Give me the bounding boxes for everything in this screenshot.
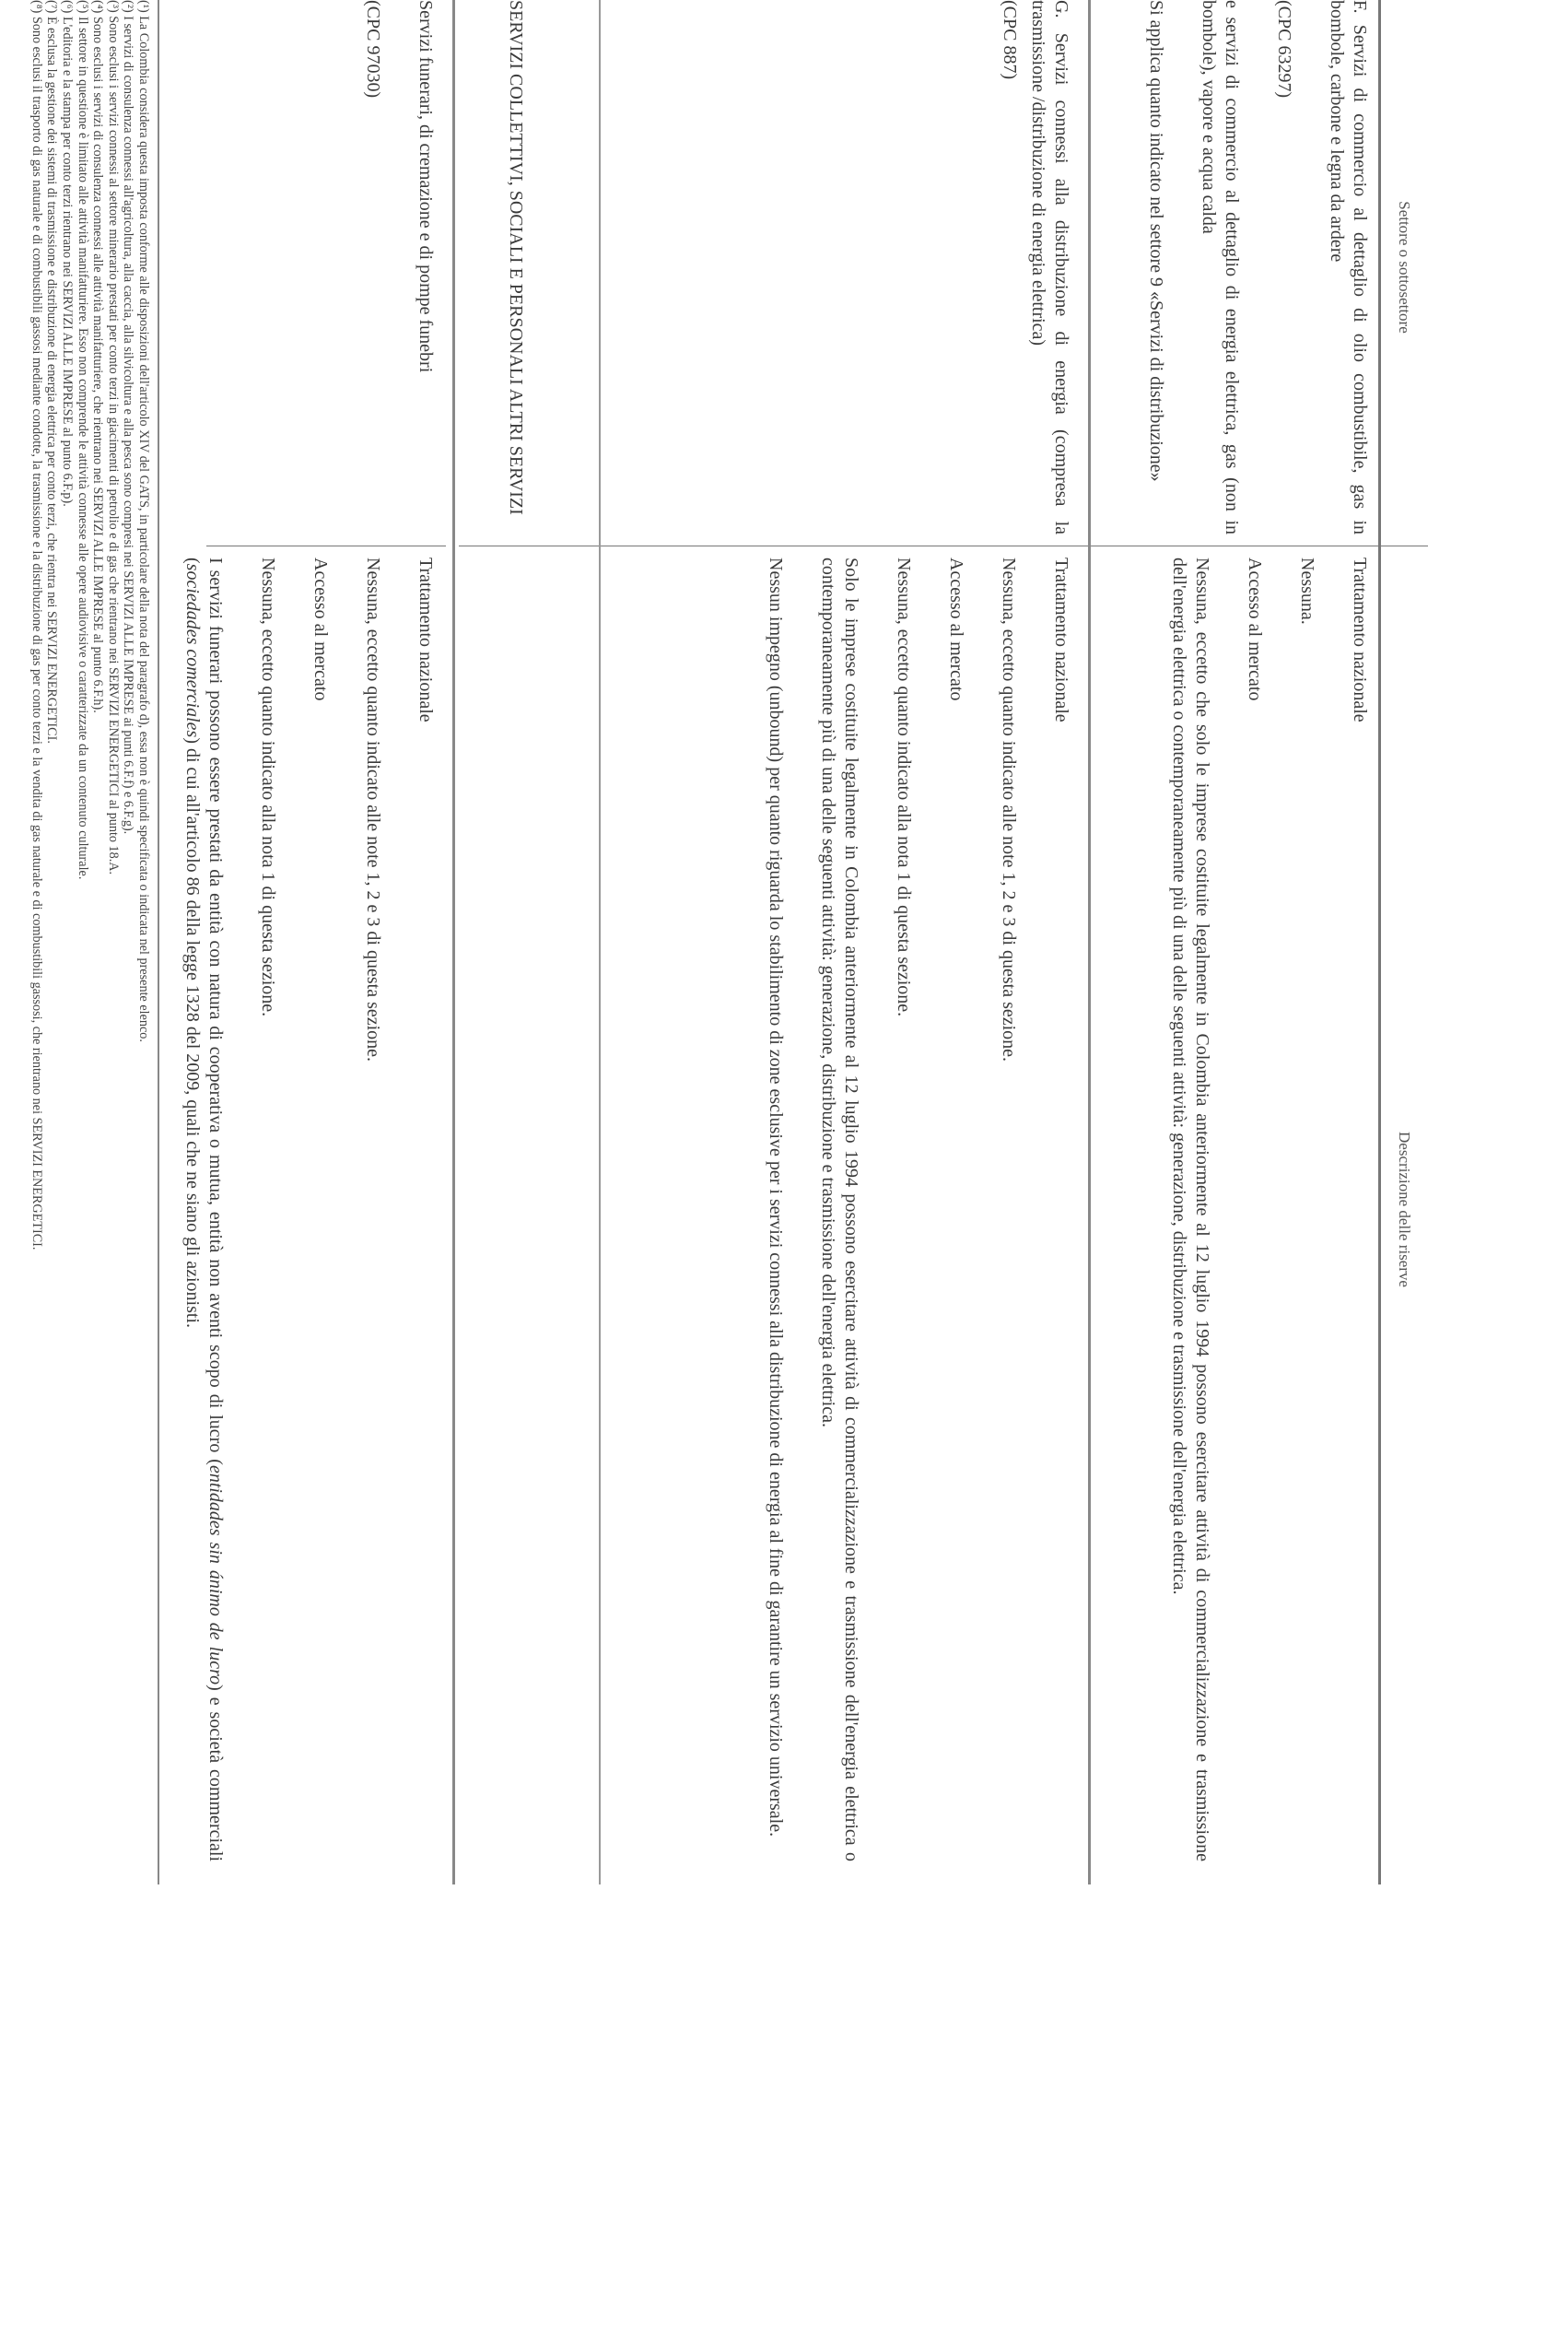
desc-text: Nessuna, eccetto quanto indicato alle note 1, 2 e 3 di questa sezione. — [999, 558, 1019, 1062]
footnote: (⁵) Il settore in questione è limitato alle attività manifatturiere. Esso non comprende le attività connesse alle opere audiovisive o caratterizzate da un contenuto culturale. — [75, 0, 90, 880]
description-cell — [734, 558, 1072, 1861]
header-rule — [1378, 0, 1381, 1884]
sector-text: G. Servizi connessi alla distribuzione di energia (compresa la trasmissione /distribuzione di energia elettrica) — [1028, 0, 1071, 534]
sector-cell — [1115, 0, 1371, 534]
sector-code: (CPC 97030) — [363, 0, 383, 99]
desc-heading: Trattamento nazionale — [1350, 558, 1370, 722]
table-row — [1104, 0, 1371, 1884]
footnote: (¹) La Colombia considera questa imposta conforme alle disposizioni dell'articolo XIV del GATS, in particolare della nota del paragrafo d), essa non è quindi specificata o indicata nel presente elenco. — [136, 0, 151, 1042]
desc-heading: Trattamento nazionale — [1051, 558, 1071, 722]
description-cell — [151, 558, 437, 1861]
desc-heading: Accesso al mercato — [946, 558, 966, 701]
table-row — [612, 0, 1072, 1884]
section-title-row — [504, 0, 527, 534]
description-cell — [1138, 558, 1371, 1861]
desc-text: Nessuna. — [1297, 558, 1317, 625]
row-rule — [452, 0, 455, 1884]
row-rule — [1088, 0, 1091, 1884]
footnotes-rule — [158, 0, 159, 1884]
footnote: (⁸) Sono esclusi il trasporto di gas naturale e di combustibili gassosi mediante condotte, la trasmissione e la distribuzione di gas per conto terzi e la vendita di gas naturale e di combustibili gassosi, che rientrano nei SERVIZI ENERGETICI. — [29, 0, 44, 1250]
desc-heading: Accesso al mercato — [310, 558, 331, 701]
footnote: (⁶) L'editoria e la stampa per conto terzi rientrano nei SERVIZI ALLE IMPRESE al punto 6.F.p). — [60, 0, 76, 507]
desc-text: Nessuna, eccetto quanto indicato alle note 1, 2 e 3 di questa sezione. — [363, 558, 383, 1062]
footnote: (⁴) Sono esclusi i servizi di consulenza connessi alle attività manifatturiere, che rientrano nei SERVIZI ALLE IMPRESE al punto 6.F.h). — [90, 0, 106, 713]
sector-cell — [332, 0, 437, 534]
footnotes — [29, 0, 151, 1884]
desc-heading: Accesso al mercato — [1245, 558, 1265, 701]
footnote: (³) Sono esclusi i servizi connessi al settore minerario prestati per conto terzi in giacimenti di petrolio e di gas che rientrano nei SERVIZI ENERGETICI al punto 18.A. — [105, 0, 121, 875]
sector-text: F. Servizi di commercio al dettaglio di olio combustibile, gas in bombole, carbone e legna da ardere — [1327, 0, 1370, 534]
sector-code: (CPC 887) — [1000, 0, 1020, 80]
sector-note: Si applica quanto indicato nel settore 9 «Servizi di distribuzione» — [1146, 0, 1166, 482]
sector-code: (CPC 63297) — [1274, 0, 1294, 99]
desc-text-final: I servizi funerari possono essere prestati da entità con natura di cooperativa o mutua, entità non aventi scopo di lucro (entidades sin ánimo de lucro) e società commerciali (sociedades comerciales) di cui all'articolo 86 della legge 1328 del 2009, quali che ne siano gli azionisti. — [182, 558, 226, 1861]
desc-text: Solo le imprese costituite legalmente in Colombia anteriormente al 12 luglio 1994 possono esercitare attività di commercializzazione e trasmissione dell'energia elettrica o contemporaneamente più di una delle seguenti attività: generazione, distribuzione e trasmissione dell'energia elettrica. — [818, 558, 861, 1861]
col-header-sector: Settore o sottosettore — [1396, 201, 1413, 334]
footnote: (⁷) È esclusa la gestione dei sistemi di trasmissione e distribuzione di energia elettrica per conto terzi, che rientra nei SERVIZI ENERGETICI. — [44, 0, 60, 744]
desc-text: Nessuna, eccetto che solo le imprese costituite legalmente in Colombia anteriormente al 12 luglio 1994 possono esercitare attività di commercializzazione e trasmissione dell'energia elettrica o contemporaneamente più di una delle seguenti attività: generazione, distribuzione e trasmissione dell'energia elettrica. — [1169, 558, 1212, 1861]
footnote: (²) I servizi di consulenza connessi all'agricoltura, alla caccia, alla silvicoltura e alla pesca sono compresi nei SERVIZI ALLE IMPRESE ai punti 6.F.f) e 6.F.g). — [121, 0, 136, 835]
desc-heading: Trattamento nazionale — [415, 558, 436, 722]
desc-text: Nessun impegno (unbound) per quanto riguarda lo stabilimento di zone esclusive per i servizi connessi alla distribuzione di energia al fine di garantire un servizio universale. — [766, 558, 786, 1837]
sector-cell — [968, 0, 1072, 534]
sector-text: Servizi funerari, di cremazione e di pompe funebri — [415, 0, 436, 373]
section-title: SERVIZI COLLETTIVI, SOCIALI E PERSONALI ALTRI SERVIZI — [506, 0, 526, 515]
row-rule — [599, 0, 601, 1884]
desc-text: Nessuna, eccetto quanto indicato alla nota 1 di questa sezione. — [258, 558, 278, 1017]
col-header-description: Descrizione delle riserve — [1396, 1132, 1413, 1287]
desc-text: Nessuna, eccetto quanto indicato alla nota 1 di questa sezione. — [894, 558, 914, 1017]
table-row — [182, 0, 437, 1884]
sector-text: e servizi di commercio al dettaglio di energia elettrica, gas (non in bombole), vapore e acqua calda — [1199, 0, 1242, 534]
